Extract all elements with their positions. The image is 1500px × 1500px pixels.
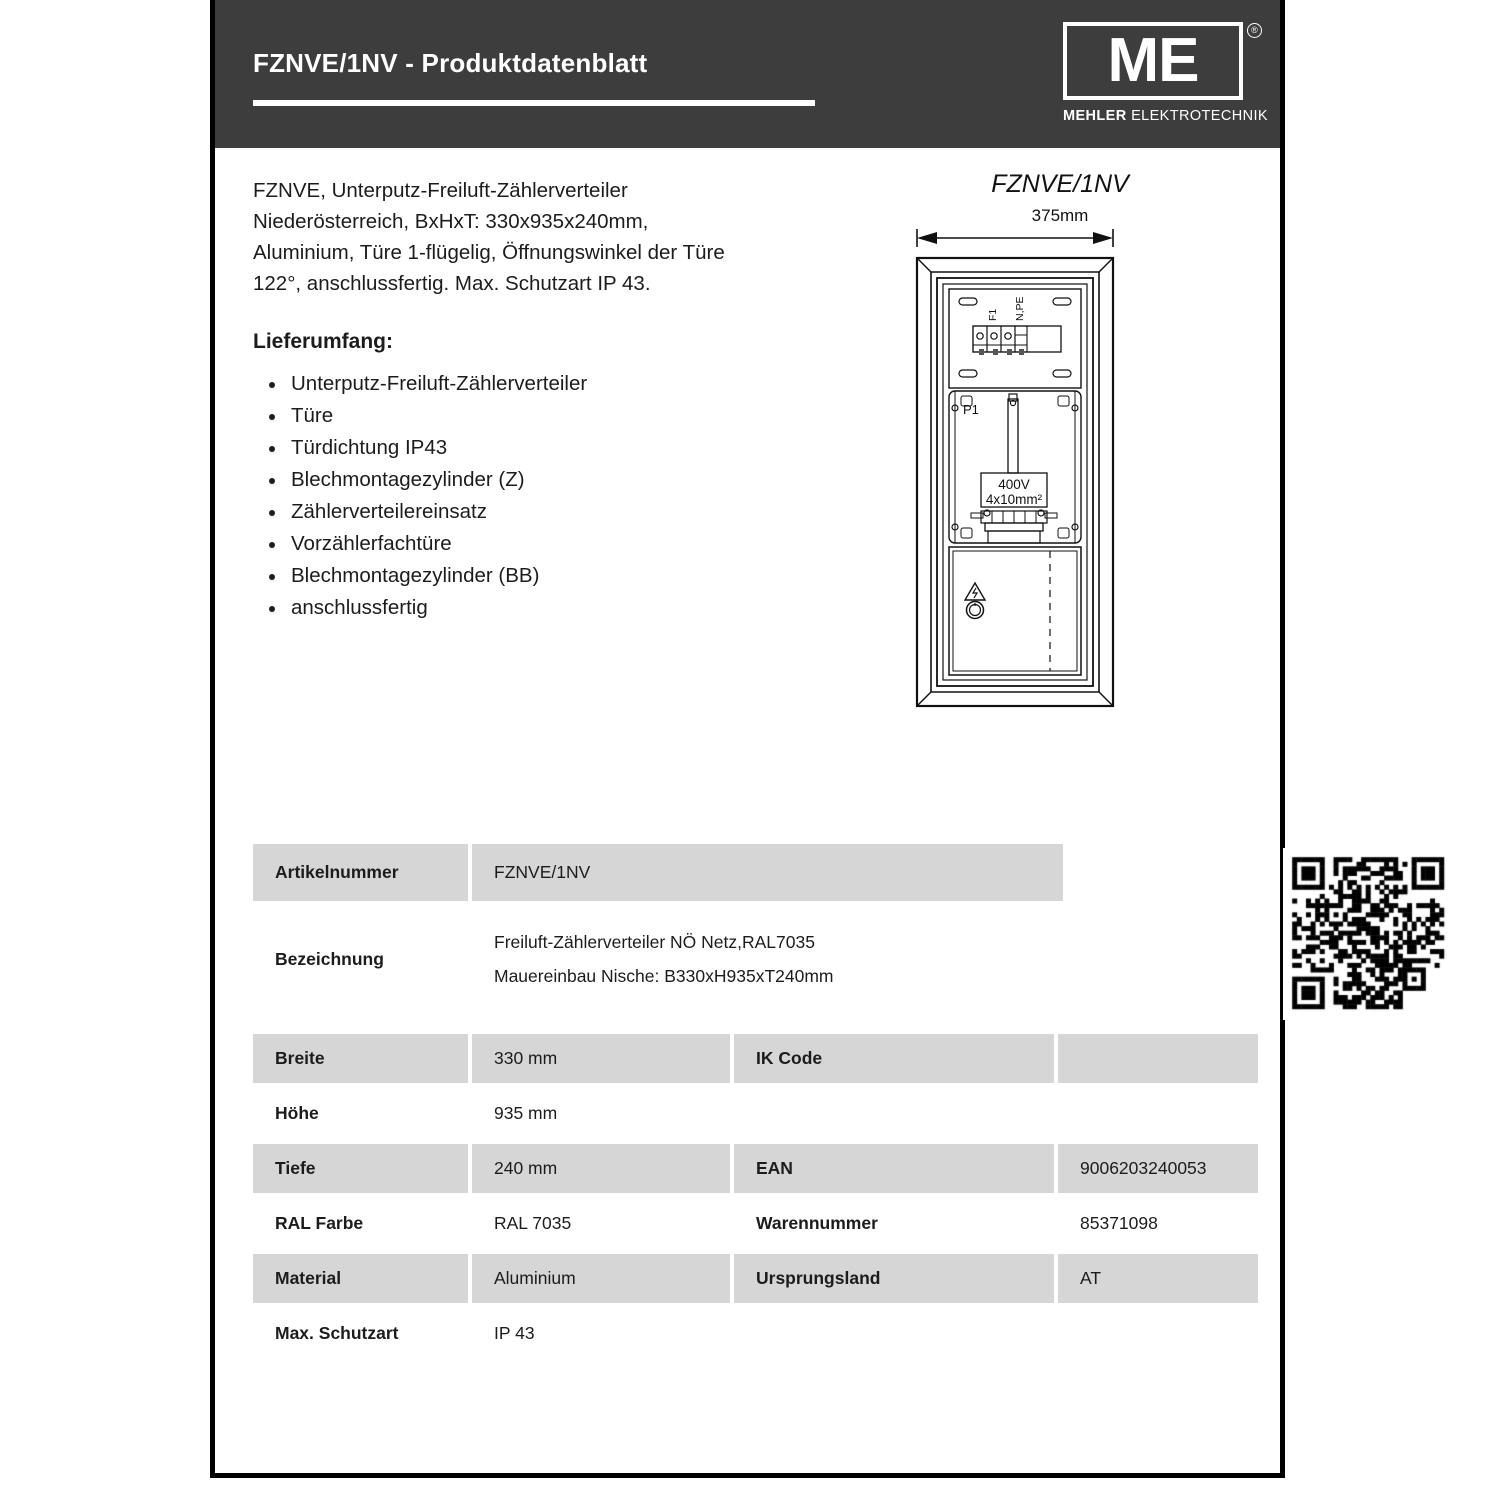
logo-monogram: ME — [1107, 26, 1199, 95]
row-value — [472, 907, 1063, 1011]
company-logo — [1055, 20, 1268, 130]
logo-wordmark — [1063, 108, 1268, 124]
drawing-label-npe: N,PE — [1014, 296, 1026, 321]
row-value: RAL 7035 — [472, 1199, 730, 1248]
row-key: RAL Farbe — [253, 1199, 468, 1248]
list-item: Türdichtung IP43 — [253, 432, 773, 464]
row-value-2 — [1058, 1089, 1258, 1138]
drawing-label-p1: P1 — [963, 402, 979, 417]
drawing-caption: FZNVE/1NV — [991, 170, 1129, 198]
row-value-line: Freiluft-Zählerverteiler NÖ Netz,RAL7035 — [494, 932, 815, 952]
logo-wordmark-bold: MEHLER — [1063, 108, 1127, 124]
row-key-2 — [734, 1309, 1054, 1358]
row-value: 935 mm — [472, 1089, 730, 1138]
row-key-2: Ursprungsland — [734, 1254, 1054, 1303]
registered-trademark-icon: ® — [1247, 23, 1262, 38]
drawing-label-cable: 4x10mm² — [985, 492, 1043, 507]
page-title: FZNVE/1NV - Produktdatenblatt — [253, 48, 648, 78]
table-row — [253, 1254, 1258, 1303]
drawing-svg — [895, 165, 1225, 805]
row-value-2 — [1058, 1309, 1258, 1358]
list-item: Blechmontagezylinder (Z) — [253, 464, 773, 496]
scope-heading: Lieferumfang: — [253, 330, 394, 353]
table-row — [253, 1199, 1258, 1248]
row-value: FZNVE/1NV — [472, 844, 1063, 901]
logo-frame — [1063, 22, 1243, 100]
product-description: FZNVE, Unterputz-Freiluft-Zählerverteiler Niederösterreich, BxHxT: 330x935x240mm, Aluminium, Türe 1-flügelig, Öffnungswinkel der Türe 122°, anschlussfertig. Max. Schutzart IP 43. — [253, 179, 725, 295]
table-row — [253, 1034, 1258, 1083]
scope-list — [253, 368, 773, 624]
logo-wordmark-rest: ELEKTROTECHNIK — [1131, 108, 1268, 124]
row-value-2: AT — [1058, 1254, 1258, 1303]
row-key-2: EAN — [734, 1144, 1054, 1193]
row-key: Material — [253, 1254, 468, 1303]
header-band — [215, 0, 1280, 148]
list-item: Türe — [253, 400, 773, 432]
row-key: Breite — [253, 1034, 468, 1083]
row-key-2: Warennummer — [734, 1199, 1054, 1248]
row-value: Aluminium — [472, 1254, 730, 1303]
row-key: Tiefe — [253, 1144, 468, 1193]
row-key-2 — [734, 1089, 1054, 1138]
row-key: Bezeichnung — [253, 907, 468, 1011]
drawing-label-voltage: 400V — [998, 477, 1030, 492]
row-value-2: 85371098 — [1058, 1199, 1258, 1248]
page-sheet — [210, 0, 1285, 1478]
row-value: IP 43 — [472, 1309, 730, 1358]
row-key-2: IK Code — [734, 1034, 1054, 1083]
table-row — [253, 1089, 1258, 1138]
drawing-width-dimension: 375mm — [1031, 206, 1089, 225]
list-item: Unterputz-Freiluft-Zählerverteiler — [253, 368, 773, 400]
table-row — [253, 844, 1063, 901]
header-underline — [253, 100, 815, 106]
qr-code[interactable] — [1283, 848, 1453, 1020]
row-value: 240 mm — [472, 1144, 730, 1193]
technical-drawing — [895, 165, 1225, 805]
table-row — [253, 1144, 1258, 1193]
row-value-line: Mauereinbau Nische: B330xH935xT240mm — [494, 966, 834, 986]
row-key: Artikelnummer — [253, 844, 468, 901]
list-item: Zählerverteilereinsatz — [253, 496, 773, 528]
table-row — [253, 1309, 1258, 1358]
drawing-label-f1: F1 — [987, 308, 999, 321]
list-item: Blechmontagezylinder (BB) — [253, 560, 773, 592]
row-key: Höhe — [253, 1089, 468, 1138]
table-row — [253, 907, 1063, 1011]
list-item: anschlussfertig — [253, 592, 773, 624]
list-item: Vorzählerfachtüre — [253, 528, 773, 560]
row-value: 330 mm — [472, 1034, 730, 1083]
row-value-2 — [1058, 1034, 1258, 1083]
specification-table — [249, 1028, 1262, 1364]
row-value-2: 9006203240053 — [1058, 1144, 1258, 1193]
article-table — [249, 838, 1067, 1017]
row-key: Max. Schutzart — [253, 1309, 468, 1358]
